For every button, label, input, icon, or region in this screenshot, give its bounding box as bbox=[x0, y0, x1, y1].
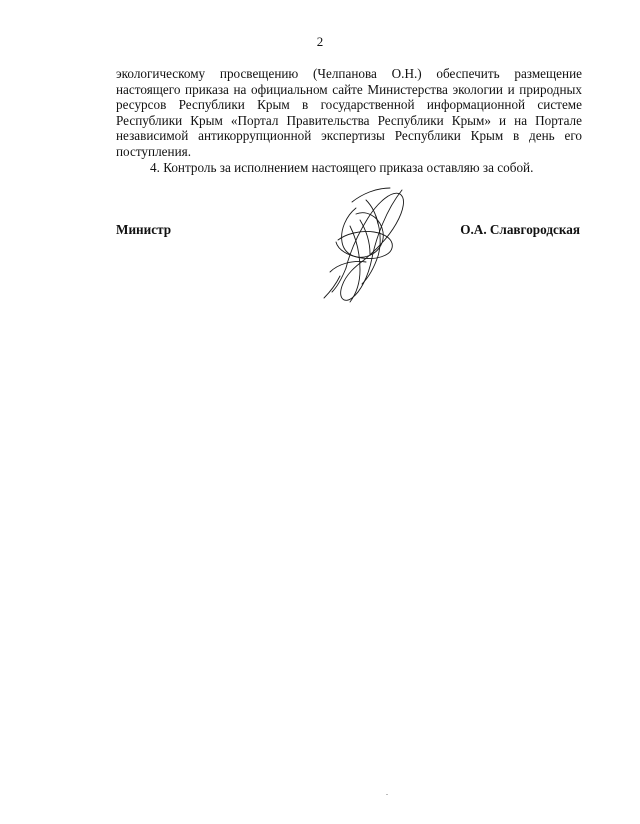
document-body bbox=[116, 66, 582, 175]
handwritten-signature bbox=[316, 180, 420, 308]
paragraph-publication: экологическому просвещению (Челпанова О.Н.) обеспечить размещение настоящего приказа на официальном сайте Министерства экологии и природных ресурсов Республики Крым в государственной информационной системе Республики Крым «Портал Правительства Республики Крым» и на Портале независимой антикоррупционной экспертизы Республики Крым в день его поступления. bbox=[116, 66, 582, 159]
page-number: 2 bbox=[316, 34, 324, 49]
signatory-name: О.А. Славгородская bbox=[460, 222, 580, 237]
scan-speck bbox=[386, 794, 388, 795]
signatory-role: Министр bbox=[116, 222, 172, 237]
paragraph-control: 4. Контроль за исполнением настоящего приказа оставляю за собой. bbox=[150, 159, 534, 175]
